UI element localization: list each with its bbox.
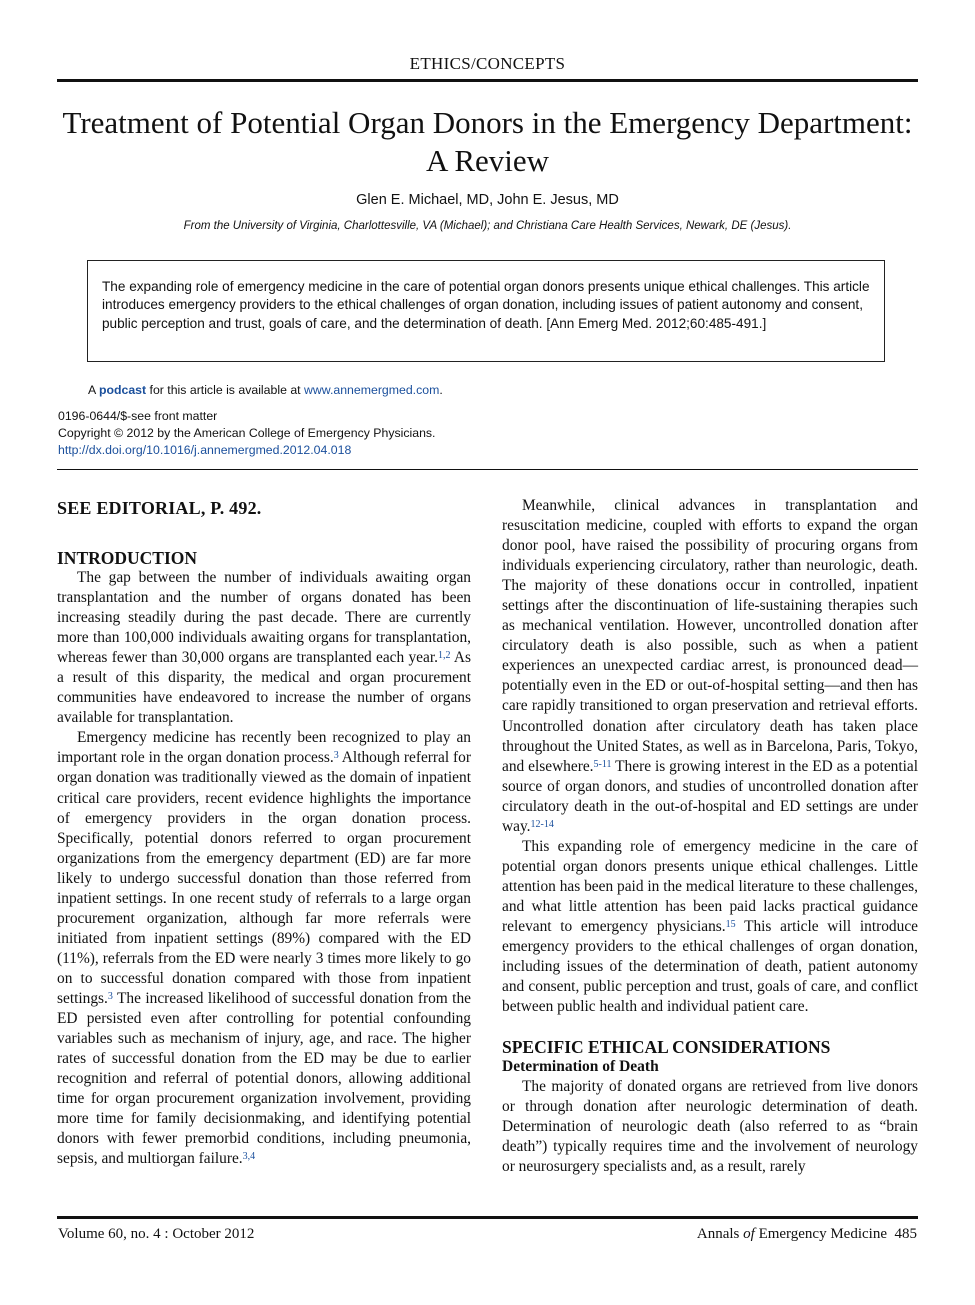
left-column: [57, 496, 471, 1169]
issn-line: 0196-0644/$-see front matter: [58, 409, 218, 423]
determination-of-death-subheading: Determination of Death: [502, 1058, 659, 1076]
citation-ref[interactable]: 5-11: [593, 758, 612, 770]
footer-journal-pre: Annals: [696, 1226, 740, 1242]
podcast-suffix: .: [439, 383, 443, 397]
citation-ref[interactable]: 3,4: [242, 1151, 256, 1163]
footer-journal-post: Emergency Medicine: [758, 1226, 887, 1242]
text: This article will introduce emergency providers to the ethical challenges of organ donation, including issues of the determination of death, patient autonomy and consent, public perception and trust, goals of care, and conflict between public health and individual patient care.: [502, 917, 918, 1016]
page-number: 485: [894, 1226, 917, 1242]
abstract-box: [87, 260, 885, 362]
see-editorial-note: SEE EDITORIAL, P. 492.: [57, 498, 262, 518]
text: The gap between the number of individuals awaiting organ transplantation and the number of organs donated has been increasing steadily during the past decade. There are currently more than 100,000 individuals awaiting organs for transplantation, whereas fewer than 30,000 organs are transplanted each year.: [57, 569, 471, 667]
podcast-link[interactable]: podcast: [98, 383, 147, 397]
doi-link[interactable]: http://dx.doi.org/10.1016/j.annemergmed.2012.04.018: [58, 443, 352, 457]
footer-journal-of: of: [743, 1226, 755, 1242]
podcast-prefix: A: [88, 383, 96, 397]
footer-separator: :: [164, 1226, 169, 1242]
paragraph-intro-4: [502, 837, 918, 1017]
footer-date: October 2012: [172, 1226, 255, 1242]
paragraph-intro-2: [57, 728, 471, 1169]
author-list: Glen E. Michael, MD, John E. Jesus, MD: [356, 192, 619, 208]
abstract-text: The expanding role of emergency medicine in the care of potential organ donors presents unique ethical challenges. This article introduces emergency providers to the ethical challenges of organ donation, including issues of patient autonomy and consent, public perception and trust, goals of care, and the determination of death. [Ann Emerg Med. 2012;60:485-491.]: [102, 279, 870, 331]
footer-volume: Volume 60, no. 4: [58, 1226, 161, 1242]
citation-ref[interactable]: 3: [333, 750, 339, 762]
section-label: ETHICS/CONCEPTS: [409, 54, 566, 73]
footer-divider: [57, 1216, 918, 1219]
introduction-heading: INTRODUCTION: [57, 548, 198, 568]
footer-journal: [697, 1226, 917, 1243]
text: Although referral for organ donation was traditionally viewed as the domain of inpatient critical care providers, recent evidence highlights the importance of emergency providers in the organ donation process. Specifically, potential donors referred to organ procurement organizations from the emergency department (ED) are far more likely to undergo successful donation than those referred from inpatient settings. In one recent study of referrals to a large organ procurement organization, although far more referrals were initiated from inpatient settings (89%) compared with the ED (11%), referrals from the ED were nearly 3 times more likely to go on to successful donation compared with those from inpatient settings.: [57, 749, 472, 1007]
text: Emergency medicine has recently been recognized to play an important role in the organ donation process.: [57, 729, 471, 767]
paragraph-intro-1: [57, 568, 471, 728]
ethical-considerations-heading: SPECIFIC ETHICAL CONSIDERATIONS: [502, 1037, 831, 1058]
citation-ref[interactable]: 3: [107, 990, 113, 1002]
text: This expanding role of emergency medicine in the care of potential organ donors presents unique ethical challenges. Little attention has been paid in the medical literature to these challenges, and what little attention has been paid lacks practical guidance relevant to emergency physicians.: [502, 837, 918, 935]
text: As a result of this disparity, the medical and organ procurement communities have endeavored to increase the number of organs available for transplantation.: [57, 649, 471, 727]
text: The increased likelihood of successful donation from the ED persisted even after controlling for potential confounding variables such as mechanism of injury, age, and race. The higher rates of successful donation from the ED may be due to earlier recognition and referral of potential donors, allowing additional time for organ procurement organization involvement, providing more time for family decisionmaking, and identifying potential donors with fewer premorbid conditions, including pneumonia, sepsis, and multiorgan failure.: [57, 989, 471, 1168]
paragraph-determination: The majority of donated organs are retrieved from live donors or through donation after neurologic determination of death. Determination of neurologic death (also referred to as “brain death”) typically requires time and the involvement of neurology or neurosurgery specialists and, as a result, rarely: [502, 1078, 918, 1176]
footer-issue: [58, 1226, 254, 1243]
article-title: Treatment of Potential Organ Donors in the Emergency Department: A Review: [62, 105, 913, 178]
journal-url-link[interactable]: www.annemergmed.com: [304, 383, 440, 397]
text: Meanwhile, clinical advances in transplantation and resuscitation medicine, coupled with efforts to expand the organ donor pool, have raised the possibility of procuring organs from individuals experiencing circulatory, rather than neurologic, death. The majority of these donations occur in controlled, inpatient settings after the discontinuation of life-sustaining therapies such as mechanical ventilation. However, uncontrolled donation after circulatory death is also possible, such as when a patient experiences an unexpected cardiac arrest, is pronounced dead—potentially even in the ED or out-of-hospital setting—and then has care rapidly transitioned to organ preservation and retrieval efforts. Uncontrolled donation after circulatory death has taken place throughout the United States, as well as in Barcelona, Paris, Tokyo, and elsewhere.: [502, 497, 918, 775]
citation-ref[interactable]: 1,2: [437, 650, 451, 662]
paragraph-intro-3: [502, 496, 918, 837]
citation-ref[interactable]: 12-14: [530, 818, 554, 830]
affiliation: From the University of Virginia, Charlottesville, VA (Michael); and Christiana Care Health Services, Newark, DE (Jesus).: [183, 220, 792, 232]
citation-ref[interactable]: 15: [725, 918, 736, 930]
copyright-line: Copyright © 2012 by the American College of Emergency Physicians.: [58, 426, 436, 440]
podcast-note: [88, 383, 443, 397]
text: There is growing interest in the ED as a potential source of organ donors, and studies of uncontrolled donation after circulatory death in the out-of-hospital and ED settings are under way.: [502, 757, 919, 835]
podcast-middle: for this article is available at: [149, 383, 301, 397]
right-column: [502, 496, 918, 1177]
header-divider: [57, 469, 918, 470]
top-divider: [57, 79, 918, 82]
